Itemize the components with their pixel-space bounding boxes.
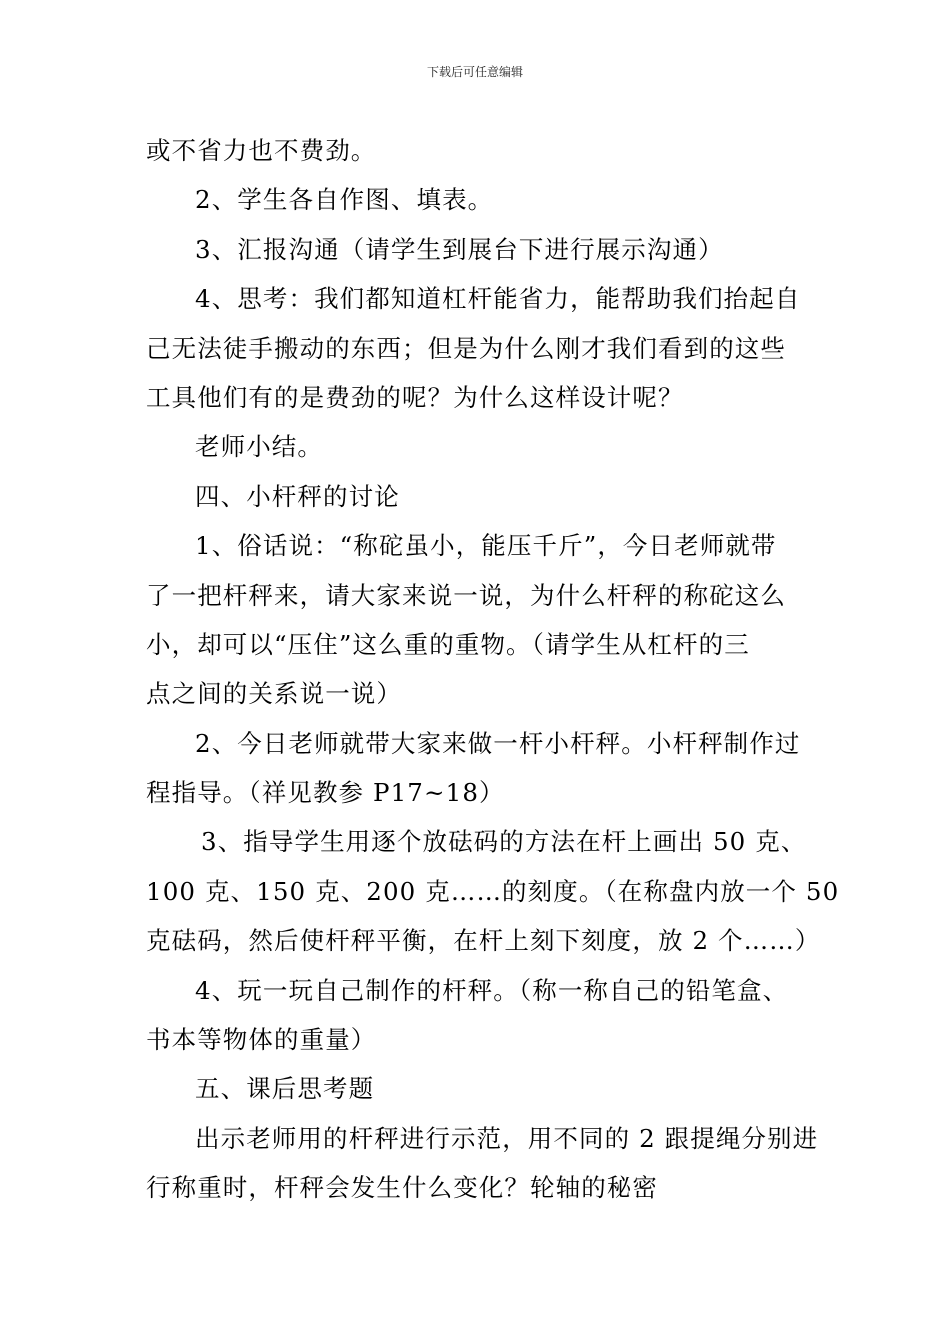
paragraph-line: 书本等物体的重量）	[146, 1025, 377, 1055]
section-heading: 四、小杆秤的讨论	[195, 481, 400, 511]
paragraph-line: 2、学生各自作图、填表。	[195, 185, 494, 215]
paragraph-line: 或不省力也不费劲。	[146, 136, 377, 165]
paragraph-line: 点之间的关系说一说）	[146, 679, 402, 709]
paragraph-line: 3、汇报沟通（请学生到展台下进行展示沟通）	[195, 234, 724, 264]
paragraph-line: 出示老师用的杆秤进行示范，用不同的 2 跟提绳分别进	[195, 1123, 819, 1153]
paragraph-line: 2、今日老师就带大家来做一杆小杆秤。小杆秤制作过	[195, 728, 801, 758]
paragraph-line: 工具他们有的是费劲的呢？为什么这样设计呢？	[146, 382, 684, 412]
paragraph-line: 己无法徒手搬动的东西；但是为什么刚才我们看到的这些	[146, 333, 786, 363]
paragraph-line: 4、玩一玩自己制作的杆秤。（称一称自己的铅笔盒、	[195, 975, 789, 1005]
paragraph-line: 老师小结。	[195, 432, 323, 462]
paragraph-line: 克砝码，然后使杆秤平衡，在杆上刻下刻度，放 2 个……）	[146, 926, 821, 956]
section-heading: 五、课后思考题	[195, 1074, 375, 1104]
paragraph-line: 1、俗话说：“称砣虽小，能压千斤”，今日老师就带	[195, 531, 777, 561]
document-body	[146, 126, 840, 1213]
paragraph-line: 小，却可以“压住”这么重的重物。（请学生从杠杆的三	[146, 629, 750, 659]
paragraph-line: 了一把杆秤来，请大家来说一说，为什么杆秤的称砣这么	[146, 580, 786, 610]
page-header-note: 下载后可任意编辑	[426, 65, 523, 79]
paragraph-line: 100 克、150 克、200 克……的刻度。（在称盘内放一个 50	[146, 876, 840, 906]
paragraph-line: 4、思考：我们都知道杠杆能省力，能帮助我们抬起自	[195, 284, 801, 314]
paragraph-line: 3、指导学生用逐个放砝码的方法在杆上画出 50 克、	[201, 827, 807, 857]
paragraph-line: 行称重时，杆秤会发生什么变化？轮轴的秘密	[146, 1173, 658, 1203]
paragraph-line: 程指导。（祥见教参 P17~18）	[146, 778, 505, 808]
